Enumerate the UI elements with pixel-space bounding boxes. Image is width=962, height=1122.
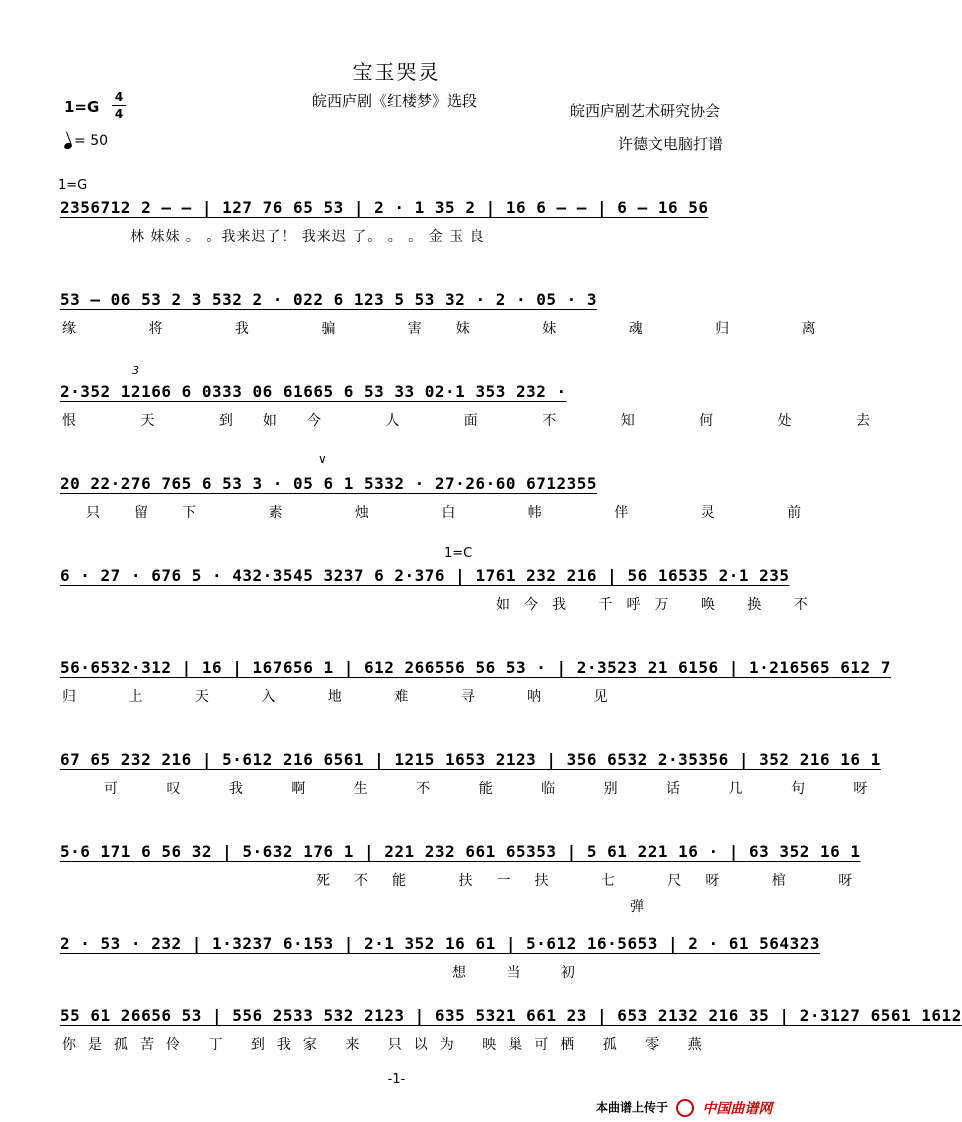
notation: 6 · 27 · 676 5 · 432·3545 3237 6 2·376 | 1761 232 216 | 56 16535 2·1 235 — [60, 566, 790, 585]
notation: 2 · 53 · 232 | 1·3237 6·153 | 2·1 352 16 61 | 5·612 16·5653 | 2 · 61 564323 — [60, 934, 820, 953]
staff-line-7 — [0, 730, 890, 810]
staff-line-6 — [0, 638, 891, 718]
tempo-value: 50 — [90, 133, 109, 149]
notation: 2·352 12166 6 0333 06 61665 6 53 33 02·1 353 232 · — [60, 382, 567, 401]
uploaded-to-label: 本曲谱上传于 — [596, 1100, 669, 1115]
time-denominator: 4 — [114, 107, 124, 121]
notation: 20 22·276 765 6 53 3 · 05 6 1 5332 · 27·26·60 6712355 — [60, 474, 598, 493]
tempo-marking: = 50 — [64, 133, 108, 149]
notation: 55 61 26656 53 | 556 2533 532 2123 | 635 5321 661 23 | 653 2132 216 35 | 2·3127 6561 1612 — [60, 1006, 962, 1025]
staff-line-2 — [0, 270, 850, 350]
staff-line-10 — [0, 986, 962, 1066]
staff-line-8 — [0, 822, 877, 902]
notation: 2356712 2 — — | 127 76 65 53 | 2 · 1 35 2 | 16 6 — — | 6 — 16 56 — [60, 198, 709, 217]
lyrics: 林 妹妹 。 。我来迟了！ 我来迟 了。 。 。 金 玉 良 — [130, 229, 485, 245]
staff-line-9 — [0, 899, 820, 994]
page-title: 宝玉哭灵 — [352, 60, 441, 84]
quarter-note-icon — [63, 142, 73, 150]
bounce-mark: 弹 — [630, 899, 644, 915]
key-signature: 1=G — [64, 98, 100, 116]
lyrics: 你是孤苦伶 丁 到我家 来 只以为 映巢可栖 孤 零 燕 — [62, 1037, 714, 1053]
staff-line-4 — [0, 454, 836, 534]
lyrics: 死不能 扶一扶 七 尺呀 棺 呀 — [316, 873, 877, 889]
lyrics: 可 叹 我 啊 生 不 能 临 别 话 几 句 呀 — [104, 781, 890, 797]
notation: 53 — 06 53 2 3 532 2 · 022 6 123 5 53 32 · 2 · 05 · 3 — [60, 290, 598, 309]
site-name[interactable]: 中国曲谱网 — [702, 1101, 773, 1117]
line-key-change: 1=G — [58, 178, 88, 193]
typist-credit: 许德文电脑打谱 — [618, 135, 724, 153]
subtitle: 皖西庐剧《红楼梦》选段 — [312, 92, 478, 110]
notation: 5·6 171 6 56 32 | 5·632 176 1 | 221 232 661 65353 | 5 61 221 16 · | 63 352 16 1 — [60, 842, 861, 861]
lyrics: 如今我 千呼万 唤 换 不 — [496, 597, 822, 613]
footer-credit — [596, 1098, 772, 1118]
page-number: -1- — [387, 1072, 406, 1087]
line-key-change: 1=C — [444, 546, 473, 561]
lyrics: 归 上 天 入 地 难 寻 呐 见 — [62, 689, 632, 705]
lyrics: 想 当 初 — [452, 965, 593, 981]
notation: 67 65 232 216 | 5·612 216 6561 | 1215 1653 2123 | 356 6532 2·35356 | 352 216 16 1 — [60, 750, 881, 769]
staff-line-5 — [0, 546, 822, 626]
lyrics: 恨 天 到如今 人 面 不 知 何 处 去 — [62, 413, 901, 429]
lyrics: 只留下 素 烛 白 帏 伴 灵 前 — [86, 505, 836, 521]
time-numerator: 4 — [114, 90, 124, 104]
lyrics: 缘 将 我 骗 害妹 妹 魂 归 离 — [62, 321, 850, 337]
triplet-mark: 3 — [132, 364, 139, 377]
time-signature — [112, 90, 126, 121]
site-logo-icon — [676, 1099, 694, 1117]
notation: 56·6532·312 | 16 | 167656 1 | 612 266556 56 53 · | 2·3523 21 6156 | 1·216565 612 7 — [60, 658, 891, 677]
staff-line-3 — [0, 362, 901, 442]
organization: 皖西庐剧艺术研究协会 — [570, 102, 721, 120]
staff-line-1 — [0, 178, 793, 258]
breath-mark: ∨ — [318, 452, 327, 466]
